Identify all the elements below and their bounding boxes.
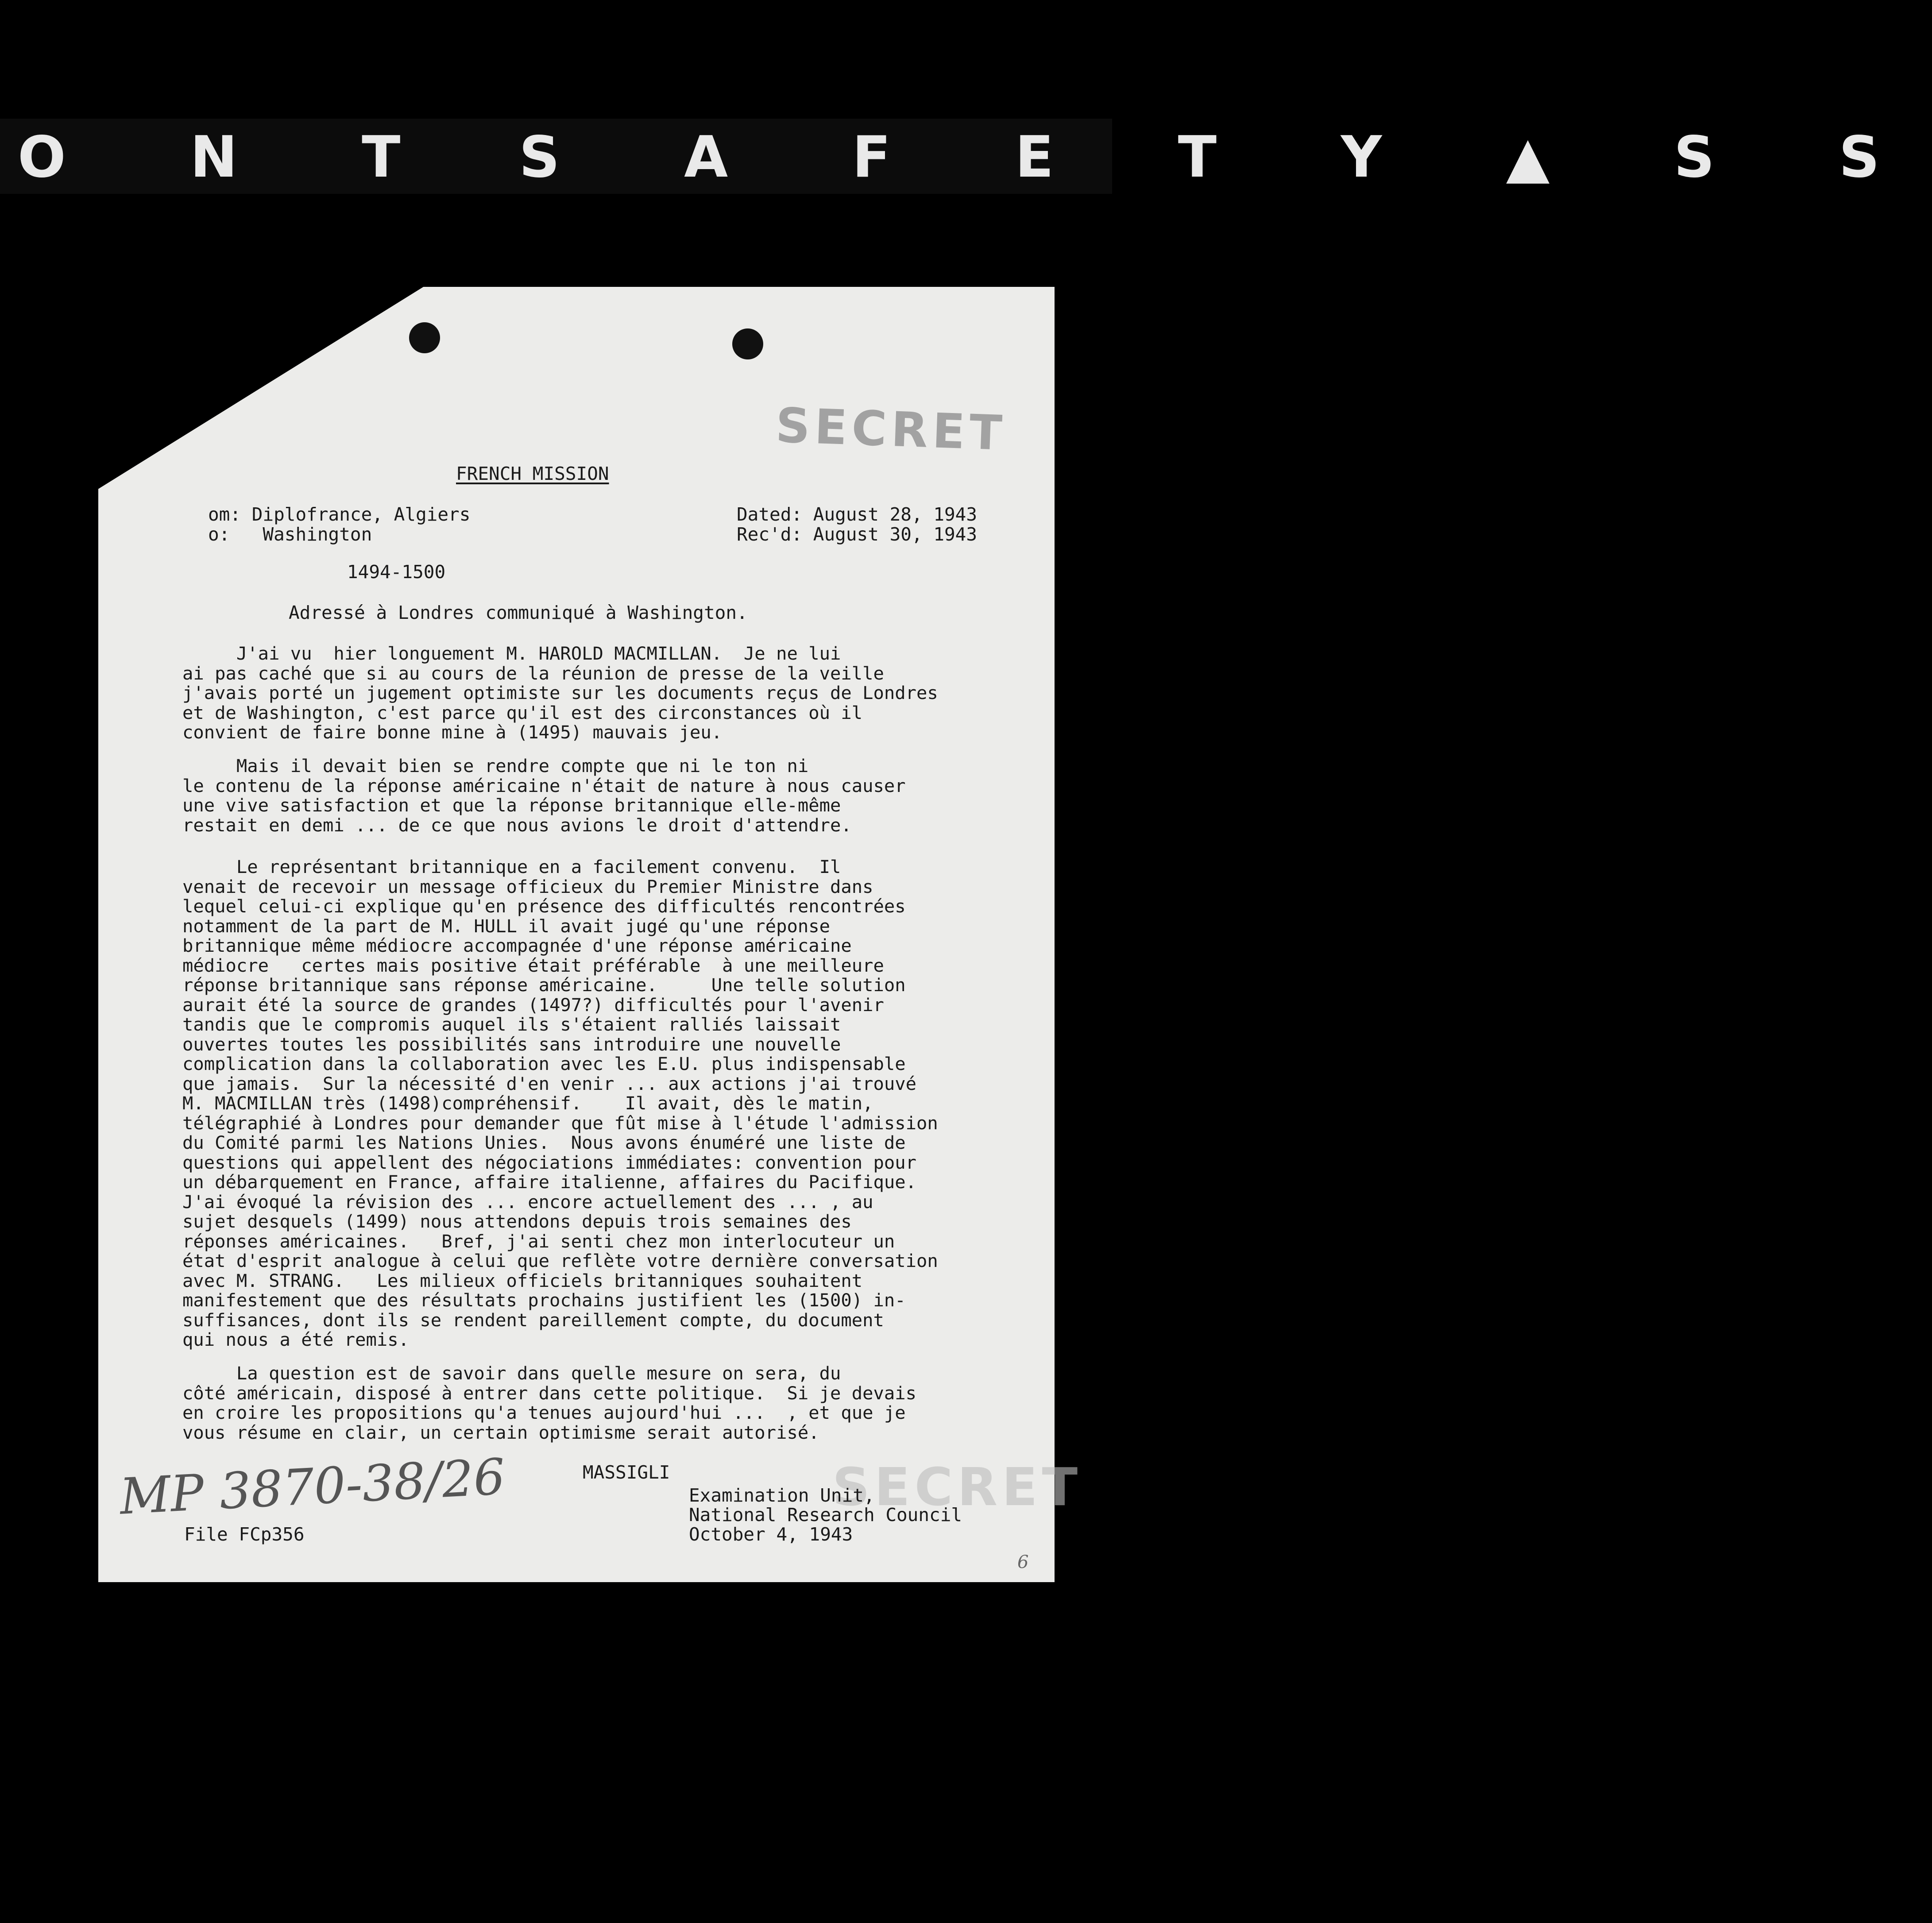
handwritten-annotation: MP 3870-38/26	[118, 1448, 507, 1526]
paragraph-4: La question est de savoir dans quelle mesure on sera, du côté américain, disposé à entrer dans cette politique. Si je devais en croire les propositions qu'a tenues aujourd'hui ... , et que je vous résume en clair, un certain optimisme serait autorisé.	[182, 1363, 917, 1443]
file-number: File FCp356	[184, 1524, 305, 1545]
banner-left: O N T	[18, 124, 453, 190]
to-line: o: Washington	[208, 524, 372, 545]
paragraph-3: Le représentant britannique en a facilement convenu. Il venait de recevoir un message officieux du Premier Ministre dans lequel celui-ci explique qu'en présence des difficultés rencontrées notamment de la part de M. HULL il avait jugé qu'une réponse britannique même médiocre accompagnée d'une réponse américaine médiocre certes mais positive était préférable à une meilleure réponse britannique sans réponse américaine. Une telle solution aurait été la source de grandes (1497?) difficultés pour l'avenir tandis que le compromis auquel ils s'étaient ralliés laissait ouvertes toutes les possibilités sans introduire une nouvelle complication dans la collaboration avec les E.U. plus indispensable que jamais. Sur la nécessité d'en venir ... aux actions j'ai trouvé M. MACMILLAN très (1498)compréhensif. Il avait, dès le matin, télégraphié à Londres pour demander que fût mise à l'étude l'admission du Comité parmi les Nations Unies. Nous avons énuméré une liste de questions qui appellent des négociations immédiates: convention pour un débarquement en France, affaire italienne, affaires du Pacifique. J'ai évoqué la révision des ... encore actuellement des ... , au sujet desquels (1499) nous attendons depuis trois semaines des réponses américaines. Bref, j'ai senti chez mon interlocuteur un état d'esprit analogue à celui que reflète votre dernière conversation avec M. STRANG. Les milieux officiels britanniques souhaitent manifestement que des résultats prochains justifient les (1500) in- suffisances, dont ils se rendent pareillement compte, du document qui nous a été remis.	[182, 856, 938, 1350]
paragraph-1: J'ai vu hier longuement M. HAROLD MACMILLAN. Je ne lui ai pas caché que si au cours de la réunion de presse de la veille j'avais porté un jugement optimiste sur les documents reçus de Londres et de Washington, c'est parce qu'il est des circonstances où il convient de faire bonne mine à (1495) mauvais jeu.	[182, 643, 938, 743]
signature-massigli: MASSIGLI	[583, 1462, 670, 1483]
exam-date: October 4, 1943	[689, 1524, 853, 1545]
from-line: om: Diplofrance, Algiers	[208, 504, 471, 525]
punch-hole-left	[409, 322, 440, 353]
banner-right: S A F E T Y ▲ S S	[519, 124, 1932, 190]
dated-line: Dated: August 28, 1943	[737, 504, 978, 525]
punch-hole-right	[732, 328, 763, 359]
received-line: Rec'd: August 30, 1943	[737, 524, 978, 545]
secret-stamp-bottom: SECRET	[832, 1456, 1082, 1518]
address-line: Adressé à Londres communiqué à Washington.	[289, 602, 748, 623]
examination-unit: Examination Unit,	[689, 1485, 875, 1506]
research-council: National Research Council	[689, 1504, 962, 1525]
message-number: 1494-1500	[347, 561, 446, 583]
paragraph-2: Mais il devait bien se rendre compte que ni le ton ni le contenu de la réponse américaine n'était de nature à nous causer une vive satisfaction et que la réponse britannique elle-même restait en demi ... de ce que nous avions le droit d'attendre.	[182, 755, 906, 836]
document-title: FRENCH MISSION	[456, 463, 609, 484]
secret-stamp-top: SECRET	[774, 398, 1008, 462]
page-number: 6	[1017, 1552, 1029, 1572]
banner-text	[18, 124, 1932, 190]
